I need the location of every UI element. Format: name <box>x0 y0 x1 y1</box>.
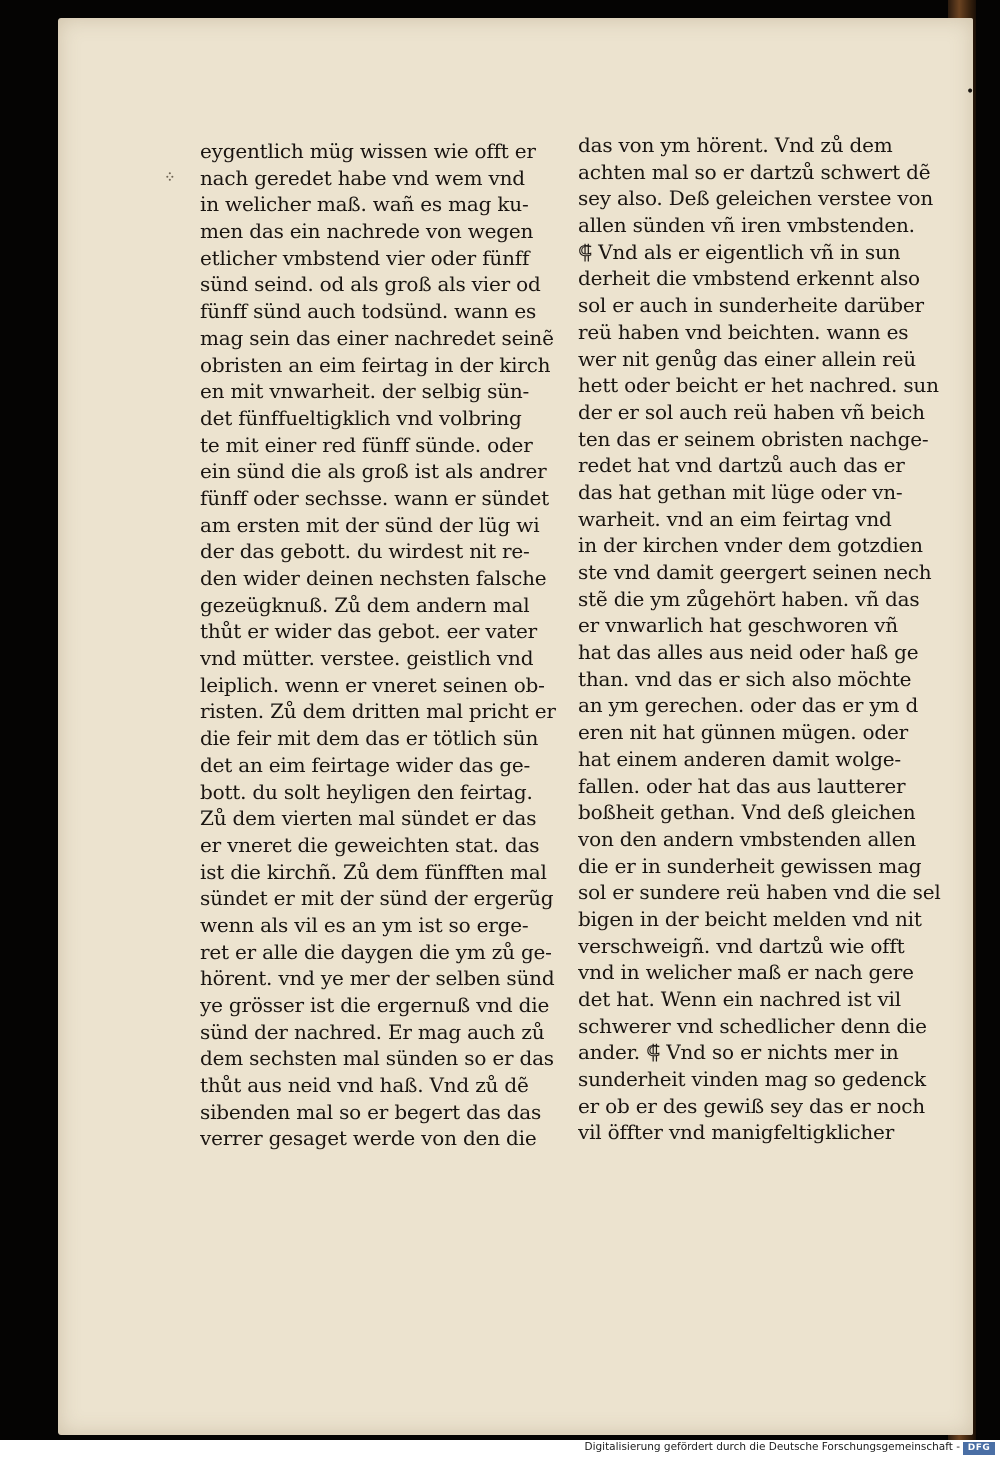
text-line: vnd in welicher maß er nach gere <box>578 960 914 985</box>
text-line: dem sechsten mal sünden so er das <box>200 1046 554 1071</box>
book-page <box>58 18 973 1435</box>
text-line: das von ym hörent. Vnd zů dem <box>578 133 893 157</box>
text-column-left <box>200 138 580 1152</box>
text-line: sibenden mal so er begert das das <box>200 1099 542 1124</box>
text-line: det hat. Wenn ein nachred ist vil <box>578 987 901 1011</box>
text-line: nach geredet habe vnd wem vnd <box>200 165 525 190</box>
margin-mark: ᠅ <box>162 168 174 187</box>
text-line: ⸿ Vnd als er eigentlich vñ in sun <box>578 239 901 264</box>
text-line: den wider deinen nechsten falsche <box>200 566 547 590</box>
text-line: von den andern vmbstenden allen <box>578 826 916 851</box>
text-line: ret er alle die daygen die ym zů ge- <box>200 939 552 964</box>
text-line: hat das alles aus neid oder haß ge <box>578 640 919 665</box>
dfg-logo-icon: DFG <box>963 1442 995 1455</box>
text-line: reü haben vnd beichten. wann es <box>578 319 909 344</box>
text-line: vil öffter vnd manigfeltigklicher <box>578 1120 895 1145</box>
text-line: sol er auch in sunderheite darüber <box>578 293 924 318</box>
text-line: stẽ die ym zůgehört haben. vñ das <box>578 586 920 611</box>
text-line: obristen an eim feirtag in der kirch <box>200 352 551 377</box>
text-line: derheit die vmbstend erkennt also <box>578 266 920 291</box>
text-line: er vnwarlich hat geschworen vñ <box>578 613 898 638</box>
text-line: sunderheit vinden mag so gedenck <box>578 1067 926 1092</box>
text-line: hörent. vnd ye mer der selben sünd <box>200 966 555 991</box>
text-line: det fünffueltigklich vnd volbring <box>200 405 522 430</box>
text-line: Zů dem vierten mal sündet er das <box>200 806 537 831</box>
text-line: te mit einer red fünff sünde. oder <box>200 432 533 457</box>
footer-bar <box>0 1440 1000 1457</box>
text-line: vnd mütter. verstee. geistlich vnd <box>200 646 534 671</box>
text-line: ste vnd damit geergert seinen nech <box>578 560 932 584</box>
text-line: achten mal so er dartzů schwert dẽ <box>578 159 931 184</box>
text-line: die er in sunderheit gewissen mag <box>578 853 922 878</box>
text-line: ein sünd die als groß ist als andrer <box>200 459 547 484</box>
text-line: etlicher vmbstend vier oder fünff <box>200 245 530 270</box>
text-line: am ersten mit der sünd der lüg wi <box>200 512 540 537</box>
text-line: leiplich. wenn er vneret seinen ob- <box>200 672 545 697</box>
text-line: thůt aus neid vnd haß. Vnd zů dẽ <box>200 1073 529 1098</box>
text-line: der er sol auch reü haben vñ beich <box>578 399 925 424</box>
text-line: sey also. Deß geleichen verstee von <box>578 186 934 211</box>
text-line: thůt er wider das gebot. eer vater <box>200 619 538 644</box>
text-line: ye grösser ist die ergernuß vnd die <box>200 993 550 1017</box>
text-line: fünff sünd auch todsünd. wann es <box>200 299 537 324</box>
text-line: det an eim feirtage wider das ge- <box>200 752 531 777</box>
text-line: wer nit genůg das einer allein reü <box>578 346 916 371</box>
text-column-right <box>578 132 960 1146</box>
text-line: bigen in der beicht melden vnd nit <box>578 906 922 931</box>
text-line: der das gebott. du wirdest nit re- <box>200 539 530 564</box>
text-line: boßheit gethan. Vnd deß gleichen <box>578 800 916 825</box>
text-line: men das ein nachrede von wegen <box>200 219 534 244</box>
text-line: fallen. oder hat das aus lautterer <box>578 773 906 798</box>
text-line: than. vnd das er sich also möchte <box>578 666 912 691</box>
text-line: ist die kirchñ. Zů dem fünfften mal <box>200 859 547 884</box>
text-line: fünff oder sechsse. wann er sündet <box>200 485 550 510</box>
text-line: ander. ⸿ Vnd so er nichts mer in <box>578 1040 899 1065</box>
text-line: die feir mit dem das er tötlich sün <box>200 726 539 751</box>
text-line: sündet er mit der sünd der ergerũg <box>200 886 554 911</box>
text-line: mag sein das einer nachredet seinẽ <box>200 325 554 350</box>
text-line: verschweigñ. vnd dartzů wie offt <box>578 933 905 958</box>
footer-credit: Digitalisierung gefördert durch die Deutsche Forschungsgemeinschaft - <box>584 1441 960 1453</box>
text-line: sünd der nachred. Er mag auch zů <box>200 1019 545 1044</box>
text-line: eren nit hat günnen mügen. oder <box>578 720 908 745</box>
text-line: hat einem anderen damit wolge- <box>578 746 901 771</box>
text-line: in der kirchen vnder dem gotzdien <box>578 533 923 558</box>
text-line: redet hat vnd dartzů auch das er <box>578 453 905 478</box>
page-mark: • <box>966 84 975 100</box>
text-line: er vneret die geweichten stat. das <box>200 832 540 857</box>
text-line: eygentlich müg wissen wie offt er <box>200 139 536 163</box>
text-line: sünd seind. od als groß als vier od <box>200 272 541 297</box>
text-line: wenn als vil es an ym ist so erge- <box>200 912 529 937</box>
text-line: warheit. vnd an eim feirtag vnd <box>578 506 892 531</box>
text-line: sol er sundere reü haben vnd die sel <box>578 880 941 905</box>
text-line: ten das er seinem obristen nachge- <box>578 426 929 451</box>
text-line: gezeügknuß. Zů dem andern mal <box>200 592 530 617</box>
text-line: hett oder beicht er het nachred. sun <box>578 373 939 398</box>
text-line: an ym gerechen. oder das er ym d <box>578 693 919 718</box>
text-line: er ob er des gewiß sey das er noch <box>578 1093 925 1118</box>
text-line: in welicher maß. wañ es mag ku- <box>200 192 529 217</box>
text-line: verrer gesaget werde von den die <box>200 1126 537 1151</box>
text-line: das hat gethan mit lüge oder vn- <box>578 479 903 504</box>
text-line: en mit vnwarheit. der selbig sün- <box>200 379 530 404</box>
text-line: allen sünden vñ iren vmbstenden. <box>578 213 915 238</box>
text-line: schwerer vnd schedlicher denn die <box>578 1013 927 1038</box>
text-line: risten. Zů dem dritten mal pricht er <box>200 699 556 724</box>
text-line: bott. du solt heyligen den feirtag. <box>200 779 533 804</box>
